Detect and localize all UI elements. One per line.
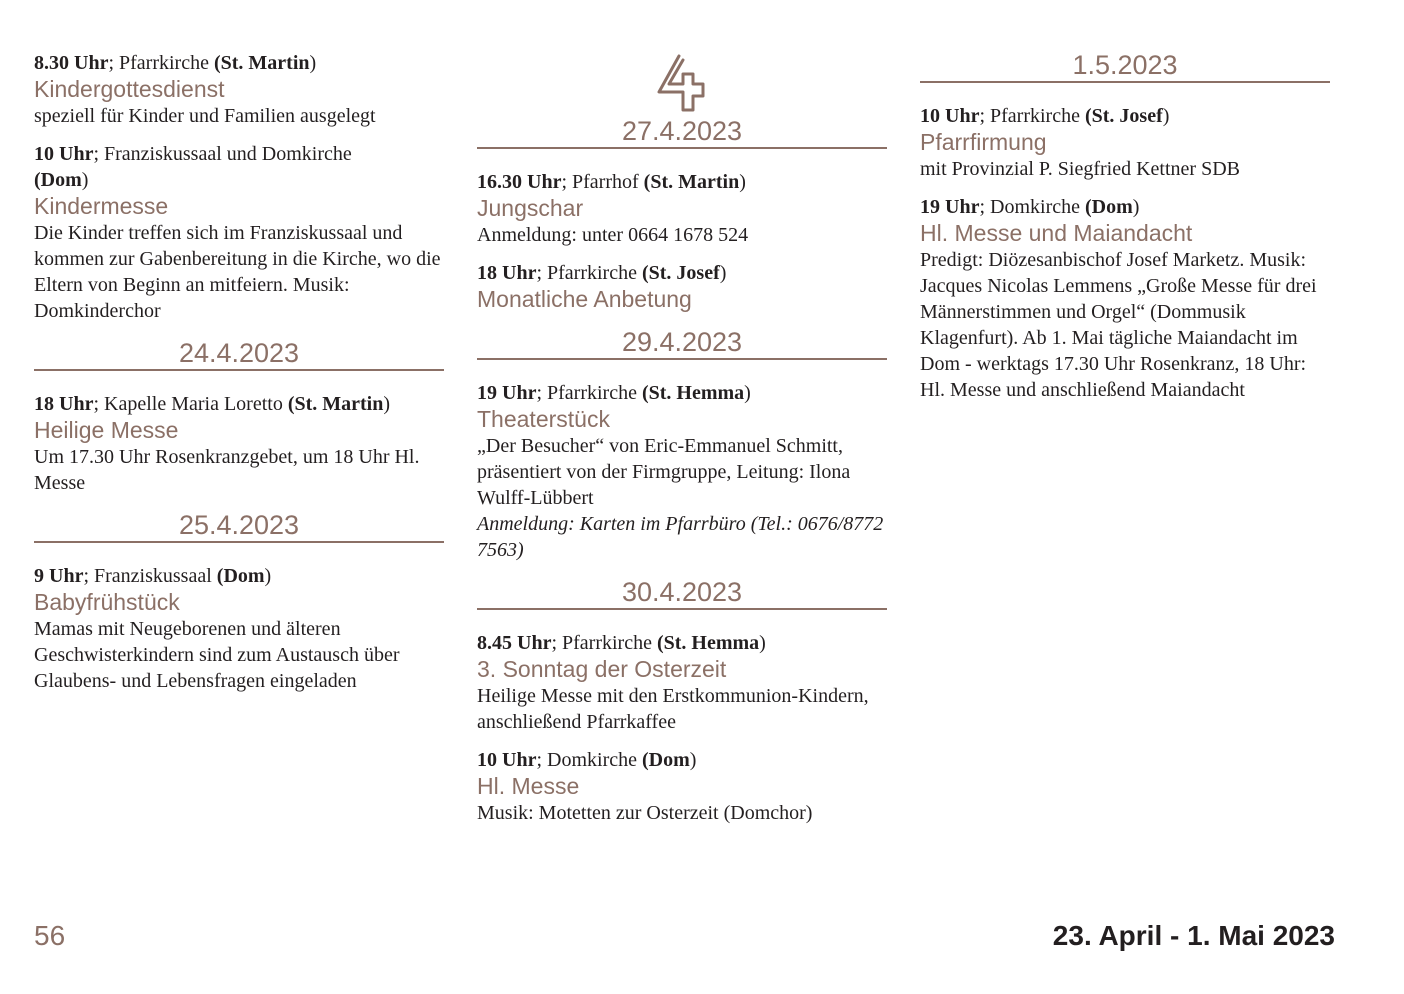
column-2 [477, 50, 887, 838]
event-title: Theaterstück [477, 406, 610, 432]
event-time: 19 Uhr [920, 196, 980, 218]
event-description: Heilige Messe mit den Erstkommunion-Kindern, anschließend Pfarrkaffee [477, 685, 869, 733]
event-time: 18 Uhr [477, 262, 537, 284]
event-time: 18 Uhr [34, 393, 94, 415]
event-note: Anmeldung: Karten im Pfarrbüro (Tel.: 0676/8772 7563) [477, 513, 884, 561]
event-place: Franziskussaal und Domkirche [104, 143, 352, 165]
event-time: 16.30 Uhr [477, 171, 562, 193]
event-babyfruehstueck [34, 563, 444, 694]
column-1 [34, 50, 444, 706]
event-description: Musik: Motetten zur Osterzeit (Domchor) [477, 802, 813, 824]
event-parish: (St. Martin [287, 393, 384, 415]
event-place: Domkirche [547, 749, 637, 771]
event-description: speziell für Kinder und Familien ausgelegt [34, 105, 376, 127]
event-title: Heilige Messe [34, 417, 179, 443]
event-place: Kapelle Maria Loretto [104, 393, 283, 415]
event-title: Kindergottesdienst [34, 76, 225, 102]
date-heading: 29.4.2023 [477, 327, 887, 360]
event-place: Domkirche [990, 196, 1080, 218]
event-parish: (Dom [216, 565, 265, 587]
event-meta: 19 Uhr; Pfarrkirche (St. Hemma) [477, 382, 751, 404]
event-description: Predigt: Diözesanbischof Josef Marketz. Musik: Jacques Nicolas Lemmens „Große Messe für drei Männerstimmen und Orgel“ (Dommusik Klagenfurt). Ab 1. Mai tägliche Maiandacht im Dom - werktags 17.30 Uhr Rosenkranz, 18 Uhr: Hl. Messe und anschließend Maiandacht [920, 249, 1317, 401]
event-time: 8.45 Uhr [477, 632, 552, 654]
event-meta: 9 Uhr; Franziskussaal (Dom) [34, 565, 272, 587]
event-title: Kindermesse [34, 193, 169, 219]
event-meta: 18 Uhr; Kapelle Maria Loretto (St. Martin) [34, 393, 391, 415]
event-place: Pfarrkirche [547, 262, 637, 284]
event-heilige-messe [34, 391, 444, 496]
event-meta: 16.30 Uhr; Pfarrhof (St. Martin) [477, 171, 746, 193]
event-meta: 8.45 Uhr; Pfarrkirche (St. Hemma) [477, 632, 766, 654]
event-meta: 18 Uhr; Pfarrkirche (St. Josef) [477, 262, 727, 284]
event-parish: (Dom [1085, 196, 1133, 218]
event-title: 3. Sonntag der Osterzeit [477, 656, 727, 682]
event-time: 19 Uhr [477, 382, 537, 404]
event-meta: 8.30 Uhr; Pfarrkirche (St. Martin) [34, 52, 317, 74]
page-number: 56 [34, 920, 66, 951]
event-description: Mamas mit Neugeborenen und älteren Geschwisterkindern sind zum Austausch über Glaubens- und Lebensfragen eingeladen [34, 618, 400, 692]
event-time: 10 Uhr [477, 749, 537, 771]
event-kindermesse [34, 141, 444, 324]
event-parish: (Dom [34, 169, 82, 191]
date-range-title: 23. April - 1. Mai 2023 [1052, 920, 1335, 951]
event-title: Babyfrühstück [34, 589, 180, 615]
event-parish: (St. Hemma [641, 382, 745, 404]
event-pfarrfirmung [920, 103, 1330, 182]
event-parish: (St. Josef [641, 262, 720, 284]
event-parish: (Dom [642, 749, 690, 771]
event-parish: (St. Josef [1084, 105, 1163, 127]
event-monatliche-anbetung [477, 260, 887, 313]
date-heading: 1.5.2023 [920, 50, 1330, 83]
event-description: Anmeldung: unter 0664 1678 524 [477, 224, 749, 246]
event-place: Pfarrkirche [547, 382, 637, 404]
event-title: Hl. Messe und Maiandacht [920, 220, 1193, 246]
event-messe-maiandacht [920, 194, 1330, 403]
event-place: Pfarrkirche [119, 52, 209, 74]
event-time: 10 Uhr [34, 143, 94, 165]
event-parish: (St. Martin [643, 171, 740, 193]
event-description: „Der Besucher“ von Eric-Emmanuel Schmitt, präsentiert von der Firmgruppe, Leitung: Ilona Wulff-Lübbert [477, 435, 851, 509]
event-description: Um 17.30 Uhr Rosenkranzgebet, um 18 Uhr Hl. Messe [34, 446, 420, 494]
event-parish: (St. Hemma [656, 632, 760, 654]
event-time: 10 Uhr [920, 105, 980, 127]
event-hl-messe [477, 747, 887, 826]
event-place: Pfarrkirche [562, 632, 652, 654]
number-four-cross-logo-icon [655, 52, 709, 116]
date-heading: 24.4.2023 [34, 338, 444, 371]
event-meta: 19 Uhr; Domkirche (Dom) [920, 196, 1140, 218]
event-place: Franziskussaal [94, 565, 212, 587]
event-meta: 10 Uhr; Domkirche (Dom) [477, 749, 697, 771]
event-sonntag-osterzeit [477, 630, 887, 735]
event-parish: (St. Martin [213, 52, 310, 74]
event-place: Pfarrkirche [990, 105, 1080, 127]
event-theaterstueck [477, 380, 887, 563]
event-title: Jungschar [477, 195, 584, 221]
event-title: Monatliche Anbetung [477, 286, 692, 312]
date-heading: 30.4.2023 [477, 577, 887, 610]
date-heading: 27.4.2023 [477, 116, 887, 149]
event-time: 9 Uhr [34, 565, 84, 587]
event-meta: 10 Uhr; Pfarrkirche (St. Josef) [920, 105, 1170, 127]
event-jungschar [477, 169, 887, 248]
event-time: 8.30 Uhr [34, 52, 109, 74]
date-heading: 25.4.2023 [34, 510, 444, 543]
event-meta: 10 Uhr; Franziskussaal und Domkirche (Dom) [34, 143, 352, 191]
event-place: Pfarrhof [572, 171, 639, 193]
event-description: Die Kinder treffen sich im Franziskussaal und kommen zur Gabenbereitung in die Kirche, wo die Eltern von Beginn an mitfeiern. Musik: Domkinderchor [34, 222, 441, 322]
event-kindergottesdienst [34, 50, 444, 129]
column-3 [920, 50, 1330, 415]
event-title: Pfarrfirmung [920, 129, 1047, 155]
event-title: Hl. Messe [477, 773, 580, 799]
event-description: mit Provinzial P. Siegfried Kettner SDB [920, 158, 1240, 180]
